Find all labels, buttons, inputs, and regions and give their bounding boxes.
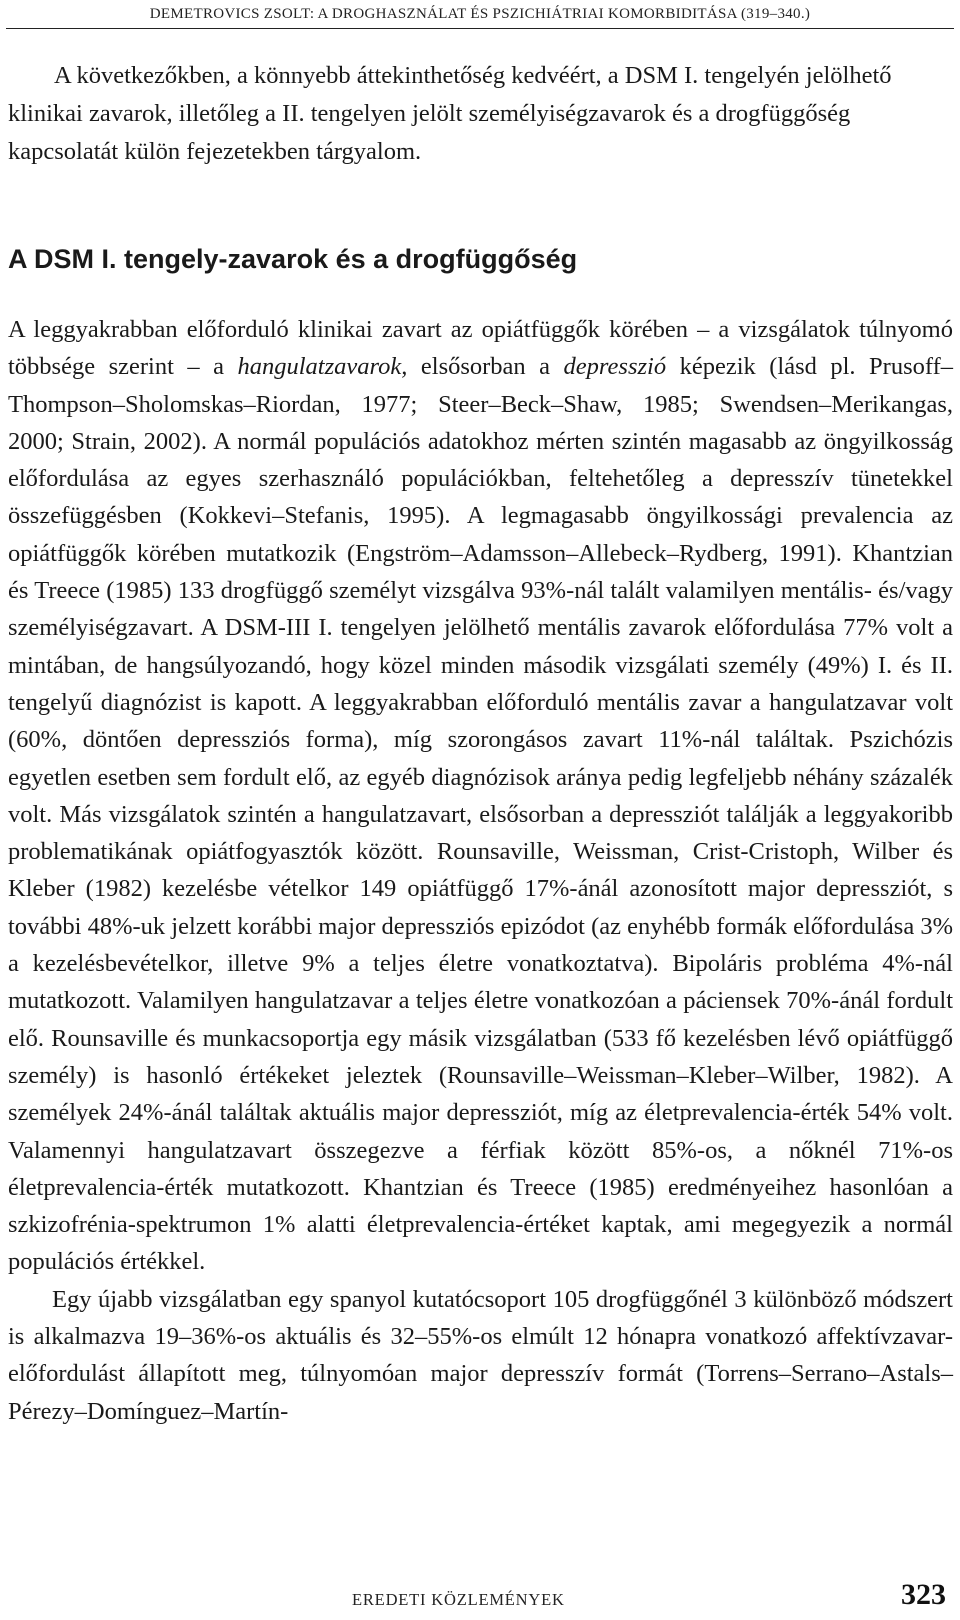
running-head: DEMETROVICS ZSOLT: A DROGHASZNÁLAT ÉS PSZICHIÁTRIAI KOMORBIDITÁSA (319–340.) [6,2,954,29]
paragraph-1 [8,311,953,1281]
section-heading: A DSM I. tengely-zavarok és a drogfüggőség [8,244,578,274]
intro-paragraph: A következőkben, a könnyebb áttekinthetőség kedvéért, a DSM I. tengelyén jelölhető klinikai zavarok, illetőleg a II. tengelyen jelölt személyiségzavarok és a drogfüggőség kapcsolatát külön fejezetekben tárgyalom. [8,62,892,165]
paragraph-1-part-2: elsősorban a [407,353,564,381]
page-footer [0,1578,960,1618]
footer-section-label: EREDETI KÖZLEMÉNYEK [352,1590,565,1609]
body-text [8,311,953,1430]
italic-term-depression: depresszió [563,353,667,381]
paragraph-1-part-1: A leggyakrabban előforduló klinikai zavart az opiátfüggők körében – a vizsgálatok túlnyomó többsége szerint – a [8,316,953,381]
italic-term-mood-disorders: hangulatzavarok, [237,353,408,381]
page-number: 323 [901,1578,946,1611]
paragraph-2: Egy újabb vizsgálatban egy spanyol kutatócsoport 105 drogfüggőnél 3 különböző módszert is alkalmazva 19–36%-os aktuális és 32–55%-os elmúlt 12 hónapra vonatkozó affektívzavar-előfordulást állapított meg, túlnyomóan major depresszív formát (Torrens–Serrano–Astals–Pérezy–Domínguez–Martín- [8,1285,953,1425]
paragraph-1-part-3: képezik (lásd pl. Prusoff–Thompson–Sholomskas–Riordan, 1977; Steer–Beck–Shaw, 1985; Swendsen–Merikangas, 2000; Strain, 2002). A normál populációs adatokhoz mérten szintén magasabb az öngyilkosság előfordulása az egyes szerhasználó populációkban, feltehetőleg a depresszív tünetekkel összefüggésben (Kokkevi–Stefanis, 1995). A legmagasabb öngyilkossági prevalencia az opiátfüggők körében mutatkozik (Engström–Adamsson–Allebeck–Rydberg, 1991). Khantzian és Treece (1985) 133 drogfüggő személyt vizsgálva 93%-nál talált valamilyen mentális- és/vagy személyiségzavart. A DSM-III I. tengelyen jelölhető mentális zavarok előfordulása 77% volt a mintában, de hangsúlyozandó, hogy közel minden második vizsgálati személy (49%) I. és II. tengelyű diagnózist is kapott. A leggyakrabban előforduló mentális zavar a hangulatzavar volt (60%, döntően depressziós forma), míg szorongásos zavart 11%-nál találtak. Pszichózis egyetlen esetben sem fordult elő, az egyéb diagnózisok aránya pedig legfeljebb néhány százalék volt. Más vizsgálatok szintén a hangulatzavart, elsősorban a depressziót találják a leggyakoribb problematikának opiátfogyasztók között. Rounsaville, Weissman, Crist-Cristoph, Wilber és Kleber (1982) kezelésbe vételkor 149 opiátfüggő 17%-ánál azonosított major depressziót, s további 48%-uk jelzett korábbi major depressziós epizódot (az enyhébb formák előfordulása 3% a kezelésbevételkor, illetve 9% a teljes életre vonatkoztatva). Bipoláris probléma 4%-nál mutatkozott. Valamilyen hangulatzavar a teljes életre vonatkozóan a páciensek 70%-ánál fordult elő. Rounsaville és munkacsoportja egy másik vizsgálatban (533 fő kezelésben lévő opiátfüggő személy) is hasonló értékeket jeleztek (Rounsaville–Weissman–Kleber–Wilber, 1982). A személyek 24%-ánál találtak aktuális major depressziót, míg az életprevalencia-érték 54% volt. Valamennyi hangulatzavart összegezve a férfiak között 85%-os, a nőknél 71%-os életprevalencia-érték mutatkozott. Khantzian és Treece (1985) eredményeihez hasonlóan a szkizofrénia-spektrumon 1% alatti életprevalencia-értéket kaptak, ami megegyezik a normál populációs értékkel. [8,353,953,1276]
